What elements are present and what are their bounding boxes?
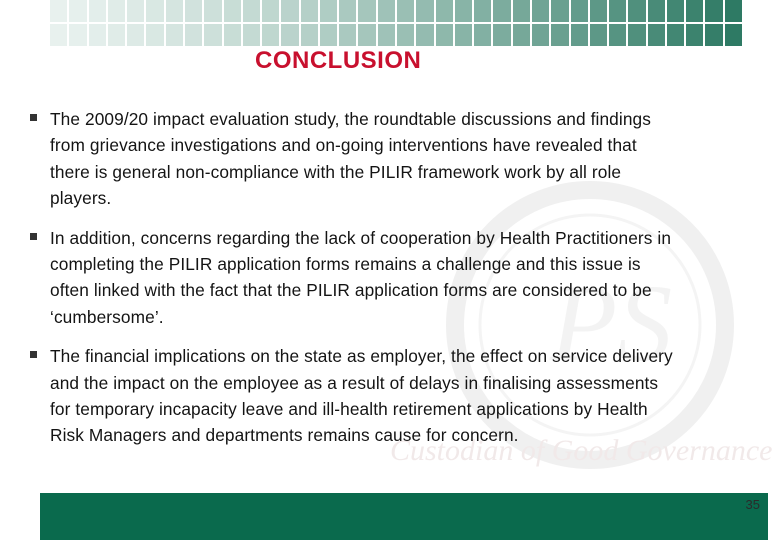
band-square: [551, 0, 568, 22]
band-square: [609, 0, 626, 22]
bullet-item: [30, 106, 770, 212]
bullet-list: [30, 106, 770, 462]
band-square: [416, 24, 433, 46]
bullet-marker-icon: [30, 114, 37, 121]
band-square: [493, 0, 510, 22]
svg-text:PS: PS: [550, 262, 673, 384]
band-square: [204, 0, 221, 22]
band-square: [686, 0, 703, 22]
band-square: [628, 0, 645, 22]
band-square: [474, 24, 491, 46]
band-square: [127, 24, 144, 46]
band-square: [436, 0, 453, 22]
band-square: [358, 24, 375, 46]
band-square: [146, 0, 163, 22]
band-square: [281, 24, 298, 46]
band-square: [397, 24, 414, 46]
band-square: [648, 0, 665, 22]
top-decorative-band: [50, 0, 742, 46]
band-square: [513, 0, 530, 22]
band-square: [262, 0, 279, 22]
band-square: [301, 0, 318, 22]
bullet-marker-icon: [30, 233, 37, 240]
band-square: [705, 24, 722, 46]
bullet-text: In addition, concerns regarding the lack of cooperation by Health Practitioners in completing the PILIR application forms remains a challenge and this issue is often linked with the fact that the PILIR application forms are considered to be ‘cumbersome’.: [50, 227, 672, 327]
band-square: [69, 0, 86, 22]
band-square: [243, 24, 260, 46]
band-square: [378, 24, 395, 46]
bullet-item: [30, 225, 770, 331]
band-square: [455, 24, 472, 46]
band-square: [493, 24, 510, 46]
band-square: [686, 24, 703, 46]
band-square: [50, 0, 67, 22]
band-square: [108, 24, 125, 46]
band-square: [571, 0, 588, 22]
band-square: [358, 0, 375, 22]
band-square: [397, 0, 414, 22]
band-square: [590, 24, 607, 46]
band-square: [571, 24, 588, 46]
band-square: [532, 24, 549, 46]
band-square: [339, 24, 356, 46]
page-number: 35: [745, 497, 760, 512]
band-square: [339, 0, 356, 22]
band-square: [320, 24, 337, 46]
band-square: [281, 0, 298, 22]
band-square: [725, 24, 742, 46]
band-square: [185, 24, 202, 46]
band-square: [224, 0, 241, 22]
band-square: [474, 0, 491, 22]
band-square: [320, 0, 337, 22]
band-square: [513, 24, 530, 46]
bullet-text: The financial implications on the state as employer, the effect on service delivery and the impact on the employee as a result of delays in finalising assessments for temporary incapacity leave and ill-health retirement applications by Health Risk Managers and departments remains cause for concern.: [50, 346, 673, 446]
bullet-marker-icon: [30, 351, 37, 358]
band-square: [89, 0, 106, 22]
watermark-text: Custodian of Good Governance: [390, 434, 773, 467]
band-square: [378, 0, 395, 22]
band-square: [166, 0, 183, 22]
band-square: [262, 24, 279, 46]
band-square: [301, 24, 318, 46]
band-square: [725, 0, 742, 22]
band-square: [89, 24, 106, 46]
footer-bar: [40, 493, 768, 540]
band-square: [204, 24, 221, 46]
band-square: [705, 0, 722, 22]
band-square: [69, 24, 86, 46]
band-square: [667, 24, 684, 46]
band-square: [551, 24, 568, 46]
band-square: [185, 0, 202, 22]
band-square: [532, 0, 549, 22]
band-square: [243, 0, 260, 22]
band-square: [648, 24, 665, 46]
bullet-item: [30, 343, 770, 449]
slide-title: CONCLUSION: [255, 47, 422, 74]
band-square: [224, 24, 241, 46]
band-square: [108, 0, 125, 22]
band-square: [590, 0, 607, 22]
band-square: [455, 0, 472, 22]
band-square: [127, 0, 144, 22]
band-square: [146, 24, 163, 46]
band-square: [628, 24, 645, 46]
band-square: [436, 24, 453, 46]
bullet-text: The 2009/20 impact evaluation study, the roundtable discussions and findings from grievance investigations and on-going interventions have revealed that there is general non-compliance with the PILIR framework work by all role players.: [50, 109, 651, 209]
band-square: [166, 24, 183, 46]
band-square: [50, 24, 67, 46]
band-square: [609, 24, 626, 46]
band-square: [416, 0, 433, 22]
band-square: [667, 0, 684, 22]
